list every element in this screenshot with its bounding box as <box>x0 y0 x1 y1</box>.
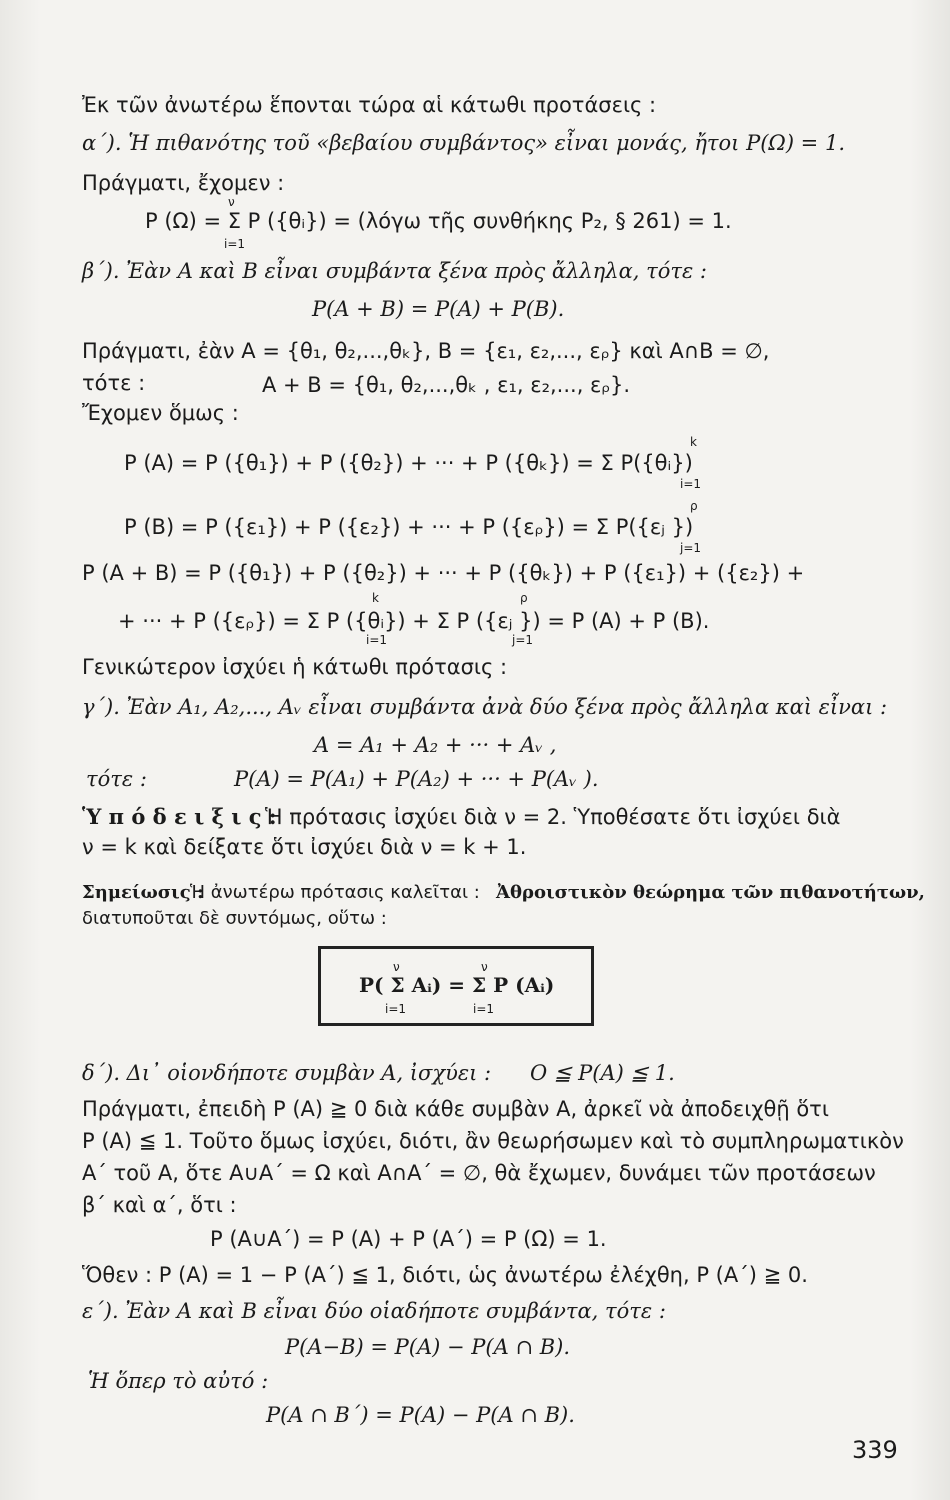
boxed-formula <box>318 946 594 1026</box>
page-number: 339 <box>852 1436 898 1464</box>
equation-union-set: A + B = {θ₁, θ₂,...,θₖ , ε₁, ε₂,..., εᵨ}. <box>262 373 631 397</box>
equation-p-b: P (B) = P ({ε₁}) + P ({ε₂}) + ··· + P ({εᵨ}) = Σ P({εⱼ }) <box>124 515 694 539</box>
proposition-beta: β΄). Ἐὰν A καὶ B εἶναι συμβάντα ξένα πρὸς ἄλληλα, τότε : <box>82 259 708 283</box>
text-line: Ἡ ὅπερ τὸ αὐτό : <box>88 1369 269 1393</box>
note-label: Σημείωσις : <box>82 882 204 903</box>
equation-intersection: P(A ∩ B΄) = P(A) − P(A ∩ B). <box>266 1403 575 1427</box>
equation-p-a-plus-b-cont: + ··· + P ({εᵨ}) = Σ P ({θᵢ}) + Σ P ({εⱼ }) = P (A) + P (B). <box>118 609 710 633</box>
equation-bounds: O ≦ P(A) ≦ 1. <box>530 1061 675 1085</box>
equation-p-a-plus-b: P (A + B) = P ({θ₁}) + P ({θ₂}) + ··· + P ({θₖ}) + P ({ε₁}) + ({ε₂}) + <box>82 561 805 585</box>
proof-line: P (A) ≦ 1. Τοῦτο ὅμως ἰσχύει, διότι, ἂν θεωρήσωμεν καὶ τὸ συμπληρωματικὸν <box>82 1129 904 1153</box>
text-line: τότε : <box>82 371 146 395</box>
sum-upper-limit: ν <box>393 960 400 974</box>
sum-upper-limit: ρ <box>690 499 698 513</box>
equation-sum-a: A = A₁ + A₂ + ··· + Aᵥ , <box>314 733 557 757</box>
hint-text: Ἡ πρότασις ἰσχύει διὰ ν = 2. Ὑποθέσατε ὅτι ἰσχύει διὰ <box>265 805 841 829</box>
hint-text-cont: ν = k καὶ δείξατε ὅτι ἰσχύει διὰ ν = k + 1. <box>82 835 527 859</box>
sum-upper-limit: ν <box>481 960 488 974</box>
theorem-name: Ἀθροιστικὸν θεώρημα τῶν πιθανοτήτων, <box>496 882 925 903</box>
equation-complement: P (A∪A΄) = P (A) + P (A΄) = P (Ω) = 1. <box>210 1227 607 1251</box>
text-line: τότε : <box>86 767 147 791</box>
sum-upper-limit: k <box>372 591 379 605</box>
sum-lower-limit: j=1 <box>512 633 534 647</box>
text-line: Ἔχομεν ὅμως : <box>82 401 239 425</box>
sum-lower-limit: i=1 <box>473 1002 495 1016</box>
note-text-cont: διατυποῦται δὲ συντόμως, οὕτω : <box>82 908 387 929</box>
hint-label: Ὑ π ό δ ε ι ξ ι ς : <box>82 804 277 829</box>
proof-line: β΄ καὶ α΄, ὅτι : <box>82 1193 237 1217</box>
equation-additivity: P(A + B) = P(A) + P(B). <box>312 297 565 321</box>
boxed-formula-text: P( Σ Aᵢ) = Σ P (Aᵢ) <box>359 973 555 997</box>
proposition-gamma: γ΄). Ἐὰν A₁, A₂,..., Aᵥ εἶναι συμβάντα ἀνὰ δύο ξένα πρὸς ἄλληλα καὶ εἶναι : <box>82 695 888 719</box>
proof-line: Πράγματι, ἐπειδὴ P (A) ≧ 0 διὰ κάθε συμβὰν A, ἀρκεῖ νὰ ἀποδειχθῇ ὅτι <box>82 1097 829 1121</box>
sum-upper-limit: ν <box>228 195 235 209</box>
proposition-delta: δ΄). Δι᾽ οἱονδήποτε συμβὰν A, ἰσχύει : <box>82 1061 492 1085</box>
text-line: Πράγματι, ἔχομεν : <box>82 171 285 195</box>
text-line-intro: Ἐκ τῶν ἀνωτέρω ἕπονται τώρα αἱ κάτωθι προτάσεις : <box>82 93 657 117</box>
equation-difference: P(A−B) = P(A) − P(A ∩ B). <box>285 1335 571 1359</box>
equation-p-a: P (A) = P ({θ₁}) + P ({θ₂}) + ··· + P ({θₖ}) = Σ P({θᵢ}) <box>124 451 693 475</box>
sum-upper-limit: ρ <box>520 591 528 605</box>
proposition-epsilon: ε΄). Ἐὰν A καὶ B εἶναι δύο οἱαδήποτε συμβάντα, τότε : <box>82 1299 666 1323</box>
sum-lower-limit: i=1 <box>224 237 246 251</box>
sum-lower-limit: i=1 <box>680 477 702 491</box>
proposition-alpha: α΄). Ἡ πιθανότης τοῦ «βεβαίου συμβάντος» εἶναι μονάς, ἤτοι P(Ω) = 1. <box>82 131 845 155</box>
proof-conclusion: Ὅθεν : P (A) = 1 − P (A΄) ≦ 1, διότι, ὡς ἀνωτέρω ἐλέχθη, P (A΄) ≧ 0. <box>82 1263 808 1287</box>
proof-line: A΄ τοῦ A, ὅτε A∪A΄ = Ω καὶ A∩A΄ = ∅, θὰ ἔχωμεν, δυνάμει τῶν προτάσεων <box>82 1161 876 1185</box>
sum-lower-limit: i=1 <box>366 633 388 647</box>
sum-lower-limit: j=1 <box>680 541 702 555</box>
sum-lower-limit: i=1 <box>385 1002 407 1016</box>
equation-gamma: P(A) = P(A₁) + P(A₂) + ··· + P(Aᵥ ). <box>234 767 599 791</box>
sum-upper-limit: k <box>690 435 697 449</box>
equation-p-omega: P (Ω) = Σ P ({θᵢ}) = (λόγω τῆς συνθήκης P₂, § 261) = 1. <box>145 209 732 233</box>
text-line-sets: Πράγματι, ἐὰν A = {θ₁, θ₂,...,θₖ}, B = {ε₁, ε₂,..., εᵨ} καὶ A∩B = ∅, <box>82 339 770 363</box>
note-text: Ἡ ἀνωτέρω πρότασις καλεῖται : <box>190 882 480 903</box>
text-line: Γενικώτερον ἰσχύει ἡ κάτωθι πρότασις : <box>82 655 508 679</box>
